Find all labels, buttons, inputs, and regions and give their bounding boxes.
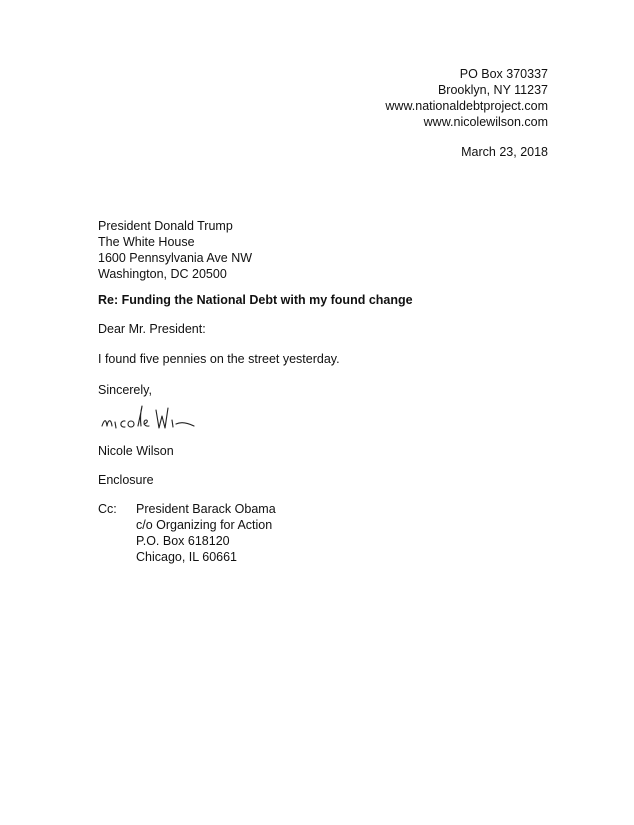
letter-closing: Sincerely, [98, 383, 152, 397]
recipient-address-line: The White House [98, 235, 195, 249]
cc-address [136, 501, 276, 565]
letter-body: I found five pennies on the street yesterday. [98, 352, 340, 366]
enclosure-notation: Enclosure [98, 473, 154, 487]
cc-label: Cc: [98, 502, 117, 516]
letter-date: March 23, 2018 [461, 145, 548, 159]
recipient-address-line: Washington, DC 20500 [98, 267, 227, 281]
recipient-address-line: 1600 Pennsylvania Ave NW [98, 251, 253, 265]
cc-address-line: P.O. Box 618120 [136, 534, 230, 548]
handwritten-signature [98, 396, 268, 440]
letter-salutation: Dear Mr. President: [98, 322, 206, 336]
sender-address [385, 66, 548, 130]
signer-name: Nicole Wilson [98, 444, 174, 458]
sender-website-line: www.nicolewilson.com [423, 115, 548, 129]
sender-website-line: www.nationaldebtproject.com [385, 99, 548, 113]
recipient-address [98, 218, 252, 282]
recipient-name: President Donald Trump [98, 219, 233, 233]
cc-address-line: c/o Organizing for Action [136, 518, 273, 532]
letter-subject: Re: Funding the National Debt with my found change [98, 293, 413, 307]
cc-address-line: Chicago, IL 60661 [136, 550, 238, 564]
sender-address-line: Brooklyn, NY 11237 [437, 83, 548, 97]
sender-address-line: PO Box 370337 [459, 67, 548, 81]
cc-recipient-name: President Barack Obama [136, 502, 276, 516]
